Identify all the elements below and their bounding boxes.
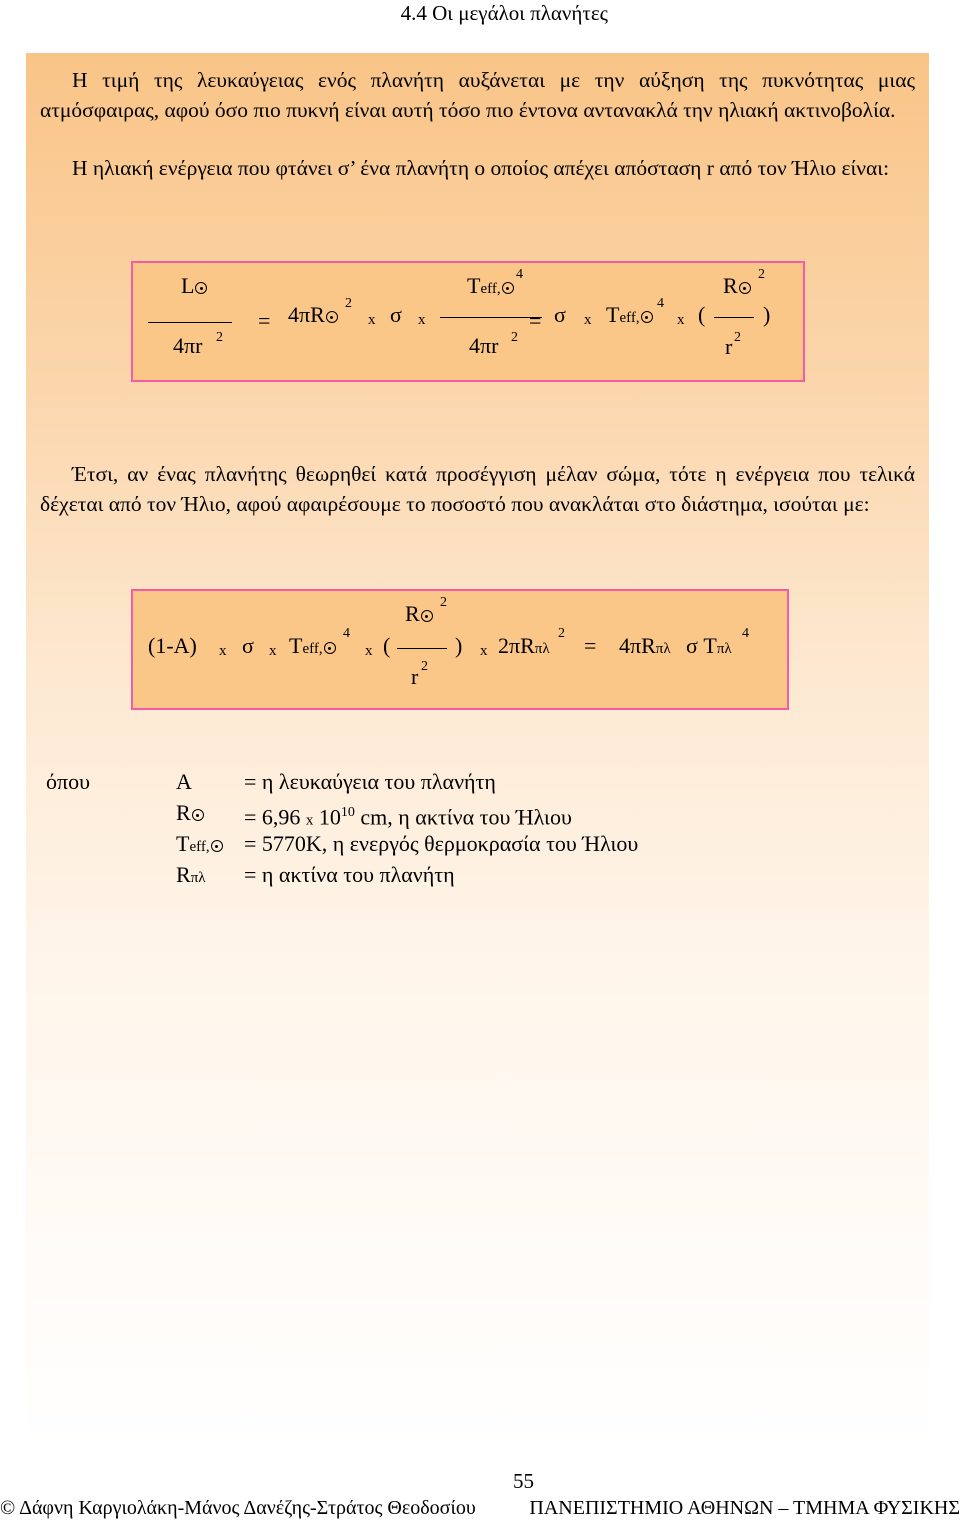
fraction-line [714,317,754,318]
times-sign: x [418,312,426,328]
sun-symbol-icon [421,610,433,622]
numerator-R-sun: R [405,602,433,626]
denominator-r: r [725,334,733,359]
sigma-symbol: σ [554,302,566,327]
fraction-line [148,322,232,323]
sigma-symbol: σ [242,633,254,658]
sun-symbol-icon [739,282,751,294]
sun-symbol-icon [195,282,207,294]
term-sigma-T-planet: σ Tπλ [686,633,732,658]
right-paren: ) [763,302,771,327]
symbol-albedo: A [176,769,192,794]
luminosity-symbol: L [181,274,207,298]
term-4piR-sun: 4πR [288,303,338,327]
times-sign: x [677,312,685,328]
paragraph-solar-energy [40,153,915,183]
definition-text: = 6,96 x $10^{10}$ cm, η ακτίνα του Ήλιου [244,804,572,830]
left-paren: ( [383,633,391,658]
paragraph-albedo-text: Η τιμή της λευκαύγειας ενός πλανήτη αυξάνεται με την αύξηση της πυκνότητας μιας ατμόσφαιρας, αφού όσο πιο πυκνή είναι αυτή τόσο πιο έντονα αντανακλά την ηλιακή ακτινοβολία. [40,68,915,122]
denominator-4pir2: 4πr [469,333,499,358]
times-sign: x [480,643,488,659]
definitions-intro: όπου [46,769,90,794]
sun-symbol-icon [502,282,514,294]
right-paren: ) [455,633,463,658]
exponent: 4 [742,626,749,641]
one-minus-albedo: (1-A) [148,633,197,658]
equals-sign: = [529,308,542,333]
times-sign: x [219,643,227,659]
times-sign: x [269,643,277,659]
symbol-planet-radius: Rπλ [176,862,206,887]
term-teff: Teff, [606,303,653,330]
footer-university: ΠΑΝΕΠΙΣΤΗΜΙΟ ΑΘΗΝΩΝ – ΤΜΗΜΑ ΦΥΣΙΚΗΣ [529,1497,960,1519]
exponent: 4 [516,267,523,282]
exponent: 2 [734,330,741,345]
times-sign: x [365,643,373,659]
equals-sign: = [258,308,271,333]
paragraph-black-body-text: Έτσι, αν ένας πλανήτης θεωρηθεί κατά προσέγγιση μέλαν σώμα, τότε η ενέργεια που τελικά δέχεται από τον Ήλιο, αφού αφαιρέσουμε το ποσοστό που ανακλάται στο διάστημα, ισούται με: [40,462,915,516]
symbol-teff-sun: Teff, [176,828,223,863]
paragraph-solar-text: Η ηλιακή ενέργεια που φτάνει σ’ ένα πλανήτη ο οποίος απέχει απόσταση r από τον Ήλιο είναι: [72,156,890,180]
denominator-r: r [411,664,419,689]
fraction-line [440,317,542,318]
times-sign: x [368,312,376,328]
equation-energy-balance-box [131,589,789,710]
exponent: 2 [511,330,518,345]
page-number: 55 [513,1469,534,1493]
sun-symbol-icon [192,809,204,821]
exponent: 2 [216,330,223,345]
paragraph-albedo-density [40,65,915,125]
exponent: 2 [345,296,352,311]
sun-symbol-icon [641,311,653,323]
left-paren: ( [698,302,706,327]
definition-text: = η ακτίνα του πλανήτη [244,862,455,887]
symbol-sun-radius: R [176,797,204,828]
term-4piR-planet: 4πRπλ [619,633,671,658]
sigma-symbol: σ [390,302,402,327]
fraction-line [397,648,447,649]
term-teff: Teff, [289,634,336,661]
paragraph-black-body [40,459,915,519]
definition-text: = η λευκαύγεια του πλανήτη [244,769,496,794]
section-header: 4.4 Οι μεγάλοι πλανήτες [400,1,608,25]
times-sign: x [584,312,592,328]
sun-symbol-icon [324,642,336,654]
sun-symbol-icon [326,311,338,323]
equals-sign: = [584,633,597,658]
exponent: 2 [558,626,565,641]
footer-authors: © Δάφνη Καργιολάκη-Μάνος Δανέζης-Στράτος Θεοδοσίου [0,1497,476,1519]
numerator-R-sun: R [723,274,751,298]
definition-text: = 5770K, η ενεργός θερμοκρασία του Ήλιου [244,831,639,856]
exponent: 4 [343,626,350,641]
denominator-4pir2: 4πr [173,333,203,358]
exponent: 2 [421,659,428,674]
exponent: 4 [657,296,664,311]
equation-solar-flux-box [131,261,805,382]
exponent: 2 [758,267,765,282]
exponent: 2 [440,595,447,610]
numerator-teff: Teff, [467,274,514,301]
sun-symbol-icon [211,840,223,852]
term-2piR-planet: 2πRπλ [498,633,550,658]
